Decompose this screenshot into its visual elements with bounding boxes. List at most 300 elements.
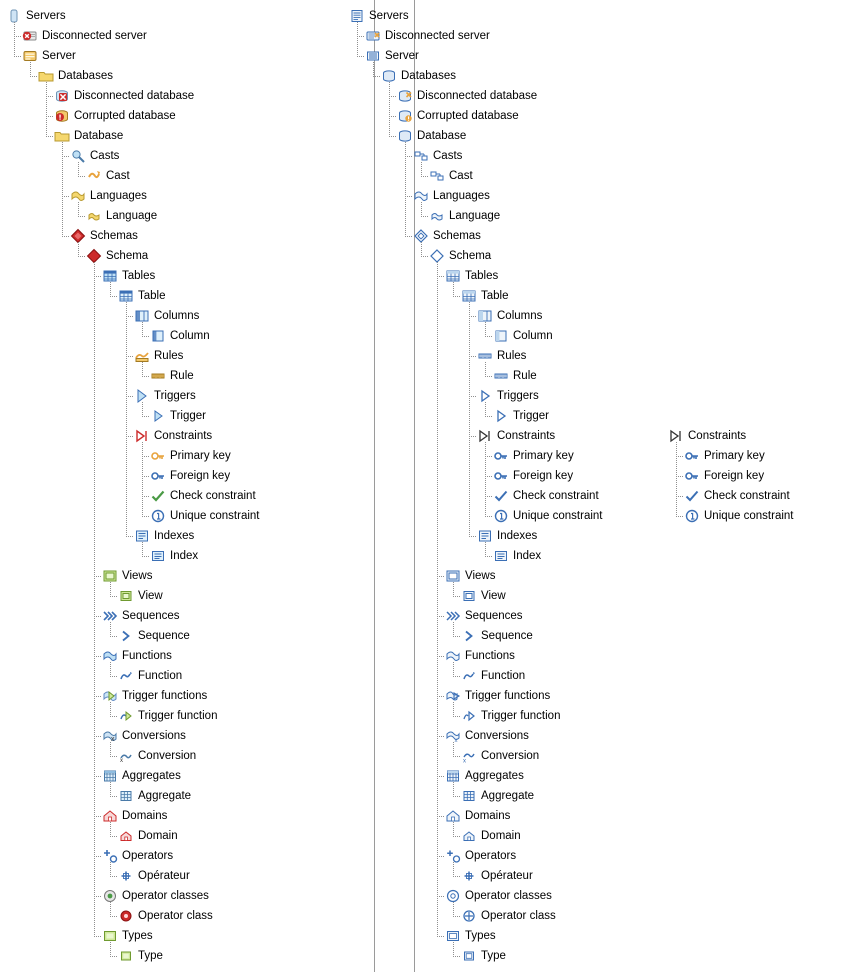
tree-connector xyxy=(142,476,150,477)
trigger-function-icon xyxy=(118,708,134,724)
tree-connector xyxy=(405,156,413,157)
tree-connector xyxy=(46,116,54,117)
trigger-function-icon xyxy=(461,708,477,724)
tree-connector xyxy=(437,896,445,897)
tree-node-label: Operators xyxy=(122,850,174,862)
tree-connector xyxy=(110,822,111,836)
tree-node-label: Server xyxy=(42,50,76,62)
tree-connector xyxy=(485,476,493,477)
tree-connector xyxy=(469,536,477,537)
tree-connector xyxy=(676,456,684,457)
tree-connector xyxy=(94,936,102,937)
cast-icon xyxy=(86,168,102,184)
tree-node-label: Language xyxy=(106,210,158,222)
tree-connector xyxy=(421,162,422,176)
tree-node-label: Constraints xyxy=(497,430,556,442)
tree-connector xyxy=(78,176,86,177)
tree-connector xyxy=(110,902,111,916)
tree-connector xyxy=(389,136,397,137)
tree-connector xyxy=(142,402,143,416)
tree-connector xyxy=(676,516,684,517)
tree-connector xyxy=(437,262,438,936)
tree-node-label: Primary key xyxy=(704,450,765,462)
tree-connector xyxy=(30,76,38,77)
foreign-key-icon xyxy=(684,468,700,484)
conversion-icon xyxy=(118,748,134,764)
tree-connector xyxy=(94,776,102,777)
tree-node-label: Functions xyxy=(122,650,172,662)
svg-text:x: x xyxy=(120,758,123,764)
tree-node-label: Rule xyxy=(513,370,537,382)
index-icon xyxy=(493,548,509,564)
tree-connector xyxy=(46,82,47,136)
language-icon xyxy=(429,208,445,224)
tree-connector xyxy=(62,196,70,197)
tree-node-label: Schemas xyxy=(90,230,138,242)
tree-node-label: Domains xyxy=(122,810,168,822)
tree-connector xyxy=(110,876,118,877)
tree-connector xyxy=(110,716,118,717)
tree-node-label: Databases xyxy=(58,70,113,82)
tree-connector xyxy=(142,416,150,417)
tree-connector xyxy=(142,362,143,376)
tree-node-label: Unique constraint xyxy=(170,510,260,522)
tree-connector xyxy=(453,662,454,676)
tree-connector xyxy=(30,62,31,76)
tree-connector xyxy=(421,216,429,217)
tree-node-label: Conversion xyxy=(138,750,197,762)
tree-node-label: Language xyxy=(449,210,501,222)
tree-connector xyxy=(373,62,374,76)
tree-node-label: Database xyxy=(417,130,467,142)
tree-connector xyxy=(453,942,454,956)
tree-node-label: Table xyxy=(138,290,166,302)
tree-connector xyxy=(110,916,118,917)
column-icon xyxy=(150,328,166,344)
tree-connector xyxy=(142,376,150,377)
corrupted-database-icon xyxy=(54,108,70,124)
tree-connector xyxy=(94,856,102,857)
tree-connector xyxy=(14,36,22,37)
tree-node-label: Servers xyxy=(26,10,66,22)
tree-node-label: Functions xyxy=(465,650,515,662)
tree-node-label: Tables xyxy=(465,270,499,282)
tree-connector xyxy=(453,862,454,876)
primary-key-icon xyxy=(150,448,166,464)
tree-node-label: View xyxy=(481,590,506,602)
tree-connector xyxy=(485,556,493,557)
conversion-icon xyxy=(461,748,477,764)
tree-connector xyxy=(469,302,470,536)
tree-node-label: Table xyxy=(481,290,509,302)
tree-connector xyxy=(110,796,118,797)
tree-connector xyxy=(453,902,454,916)
tree-connector xyxy=(437,736,445,737)
tree-node-label: Casts xyxy=(90,150,120,162)
tree-node-label: Conversions xyxy=(465,730,529,742)
tree-connector xyxy=(110,956,118,957)
tree-connector xyxy=(142,496,150,497)
check-constraint-icon xyxy=(150,488,166,504)
tree-connector xyxy=(110,636,118,637)
tree-connector xyxy=(453,716,461,717)
tree-node-label: Tables xyxy=(122,270,156,282)
tree-connector xyxy=(94,736,102,737)
tree-connector xyxy=(453,742,454,756)
tree-connector xyxy=(110,676,118,677)
tree-node-label: Conversions xyxy=(122,730,186,742)
tree-connector xyxy=(421,242,422,256)
tree-node-label: Operator classes xyxy=(465,890,552,902)
svg-text:x: x xyxy=(111,736,115,743)
tree-connector xyxy=(373,76,381,77)
tree-connector xyxy=(62,156,70,157)
tree-connector xyxy=(389,82,390,136)
tree-connector xyxy=(437,776,445,777)
tree-node-label: Indexes xyxy=(154,530,195,542)
rule-icon xyxy=(493,368,509,384)
sequence-icon xyxy=(461,628,477,644)
tree-connector xyxy=(421,176,429,177)
tree-connector xyxy=(453,282,454,296)
tree-node-label: Disconnected database xyxy=(74,90,195,102)
tree-node-label: Function xyxy=(138,670,183,682)
tree-connector xyxy=(357,56,365,57)
tree-connector xyxy=(389,116,397,117)
tree-connector xyxy=(453,876,461,877)
tree-connector xyxy=(110,582,111,596)
svg-text:x: x xyxy=(454,738,458,744)
tree-connector xyxy=(142,516,150,517)
tree-connector xyxy=(405,196,413,197)
tree-connector xyxy=(485,456,493,457)
tree-connector xyxy=(453,756,461,757)
tree-node-label: Sequences xyxy=(465,610,523,622)
operator-icon xyxy=(118,868,134,884)
primary-key-icon xyxy=(493,448,509,464)
tree-connector xyxy=(485,402,486,416)
tree-connector xyxy=(421,256,429,257)
tree-node-label: Domains xyxy=(465,810,511,822)
disconnected-database-icon xyxy=(54,88,70,104)
tree-node-label: Trigger function xyxy=(138,710,218,722)
tree-node-label: Trigger xyxy=(513,410,549,422)
tree-node-label: Operator classes xyxy=(122,890,209,902)
tree-connector xyxy=(78,202,79,216)
tree-connector xyxy=(126,316,134,317)
tree-node-label: Cast xyxy=(449,170,473,182)
tree-connector xyxy=(142,456,150,457)
tree-panel-variant-b xyxy=(343,0,673,972)
check-constraint-icon xyxy=(684,488,700,504)
tree-connector xyxy=(110,862,111,876)
tree-connector xyxy=(94,576,102,577)
tree-connector xyxy=(453,582,454,596)
sequence-icon xyxy=(118,628,134,644)
foreign-key-icon xyxy=(150,468,166,484)
tree-connector xyxy=(78,216,86,217)
tree-connector xyxy=(94,616,102,617)
tree-node-label: Primary key xyxy=(513,450,574,462)
corrupted-database-icon xyxy=(397,108,413,124)
operator-class-icon xyxy=(461,908,477,924)
tree-connector xyxy=(126,356,134,357)
tree-node-label: Check constraint xyxy=(170,490,256,502)
tree-node-label: Schema xyxy=(449,250,492,262)
tree-connector xyxy=(142,556,150,557)
language-icon xyxy=(86,208,102,224)
tree-connector xyxy=(78,242,79,256)
tree-node-label: Views xyxy=(465,570,496,582)
tree-connector xyxy=(469,316,477,317)
tree-connector xyxy=(78,162,79,176)
tree-node-label: Types xyxy=(122,930,153,942)
tree-connector xyxy=(421,202,422,216)
cast-icon xyxy=(429,168,445,184)
aggregate-icon xyxy=(118,788,134,804)
tree-connector xyxy=(453,916,461,917)
disconnected-server-icon xyxy=(365,28,381,44)
tree-node-label: Schemas xyxy=(433,230,481,242)
tree-connector xyxy=(110,702,111,716)
svg-text:x: x xyxy=(463,758,466,764)
tree-connector xyxy=(453,796,461,797)
tree-node-label: Unique constraint xyxy=(704,510,794,522)
tree-connector xyxy=(126,396,134,397)
tree-node-label: Casts xyxy=(433,150,463,162)
tree-node-label: Constraints xyxy=(688,430,747,442)
tree-connector xyxy=(676,442,677,516)
tree-node-label: Foreign key xyxy=(513,470,574,482)
tree-node-label: Trigger functions xyxy=(122,690,208,702)
tree-connector xyxy=(437,936,445,937)
tree-connector xyxy=(453,822,454,836)
tree-node-label: Operators xyxy=(465,850,517,862)
tree-node-label: Check constraint xyxy=(704,490,790,502)
tree-node-label: Types xyxy=(465,930,496,942)
disconnected-server-icon xyxy=(22,28,38,44)
tree-connector xyxy=(485,336,493,337)
tree-connector xyxy=(437,276,445,277)
tree-node-label: Aggregates xyxy=(122,770,181,782)
tree-connector xyxy=(126,436,134,437)
tree-connector xyxy=(78,256,86,257)
tree-connector xyxy=(110,782,111,796)
column-icon xyxy=(493,328,509,344)
tree-node-label: Opérateur xyxy=(481,870,533,882)
tree-node-label: Sequences xyxy=(122,610,180,622)
function-icon xyxy=(118,668,134,684)
tree-connector xyxy=(126,302,127,536)
tree-node-label: Disconnected database xyxy=(417,90,538,102)
tree-node-label: Type xyxy=(481,950,506,962)
tree-connector xyxy=(110,836,118,837)
tree-connector xyxy=(485,496,493,497)
tree-node-label: Disconnected server xyxy=(42,30,147,42)
tree-connector xyxy=(142,336,150,337)
tree-connector xyxy=(405,142,406,236)
tree-connector xyxy=(485,376,493,377)
tree-node-label: Languages xyxy=(433,190,490,202)
tree-node-label: Sequence xyxy=(138,630,190,642)
tree-connector xyxy=(485,442,486,516)
tree-node-label: Servers xyxy=(369,10,409,22)
tree-connector xyxy=(485,322,486,336)
tree-connector xyxy=(453,956,461,957)
view-icon xyxy=(461,588,477,604)
tree-connector xyxy=(453,782,454,796)
tree-node-label: Column xyxy=(170,330,210,342)
tree-node-label: Triggers xyxy=(154,390,196,402)
tree-node-label: Trigger functions xyxy=(465,690,551,702)
tree-connector xyxy=(437,696,445,697)
tree-node-label: Domain xyxy=(138,830,178,842)
tree-node-label: Function xyxy=(481,670,526,682)
tree-node-label: Column xyxy=(513,330,553,342)
tree-connector xyxy=(437,656,445,657)
tree-connector xyxy=(389,96,397,97)
tree-connector xyxy=(142,322,143,336)
tree-connector xyxy=(485,416,493,417)
tree-connector xyxy=(453,622,454,636)
tree-connector xyxy=(14,22,15,56)
tree-node-label: Foreign key xyxy=(704,470,765,482)
tree-connector xyxy=(110,942,111,956)
tree-connector xyxy=(437,856,445,857)
trigger-icon xyxy=(493,408,509,424)
tree-node-label: Rules xyxy=(154,350,184,362)
tree-connector xyxy=(469,396,477,397)
tree-connector xyxy=(453,676,461,677)
tree-connector xyxy=(110,622,111,636)
tree-node-label: Cast xyxy=(106,170,130,182)
tree-node-label: Unique constraint xyxy=(513,510,603,522)
tree-connector xyxy=(94,696,102,697)
tree-connector xyxy=(110,662,111,676)
tree-connector xyxy=(110,742,111,756)
tree-node-label: Schema xyxy=(106,250,149,262)
unique-constraint-icon xyxy=(150,508,166,524)
tree-connector xyxy=(94,656,102,657)
tree-connector xyxy=(14,56,22,57)
unique-constraint-icon xyxy=(684,508,700,524)
tree-connector xyxy=(126,536,134,537)
operator-class-icon xyxy=(118,908,134,924)
tree-connector xyxy=(676,476,684,477)
primary-key-icon xyxy=(684,448,700,464)
domain-icon xyxy=(118,828,134,844)
tree-connector xyxy=(453,702,454,716)
check-constraint-icon xyxy=(493,488,509,504)
trigger-icon xyxy=(150,408,166,424)
tree-connector xyxy=(485,516,493,517)
tree-connector xyxy=(437,576,445,577)
tree-connector xyxy=(62,236,70,237)
tree-node-label: Aggregate xyxy=(138,790,192,802)
tree-node-label: Constraints xyxy=(154,430,213,442)
tree-connector xyxy=(142,542,143,556)
tree-connector xyxy=(453,836,461,837)
tree-node-label: Triggers xyxy=(497,390,539,402)
tree-node-label: Corrupted database xyxy=(74,110,176,122)
tree-node-label: Operator class xyxy=(481,910,556,922)
tree-connector xyxy=(453,596,461,597)
operator-icon xyxy=(461,868,477,884)
tree-connector xyxy=(405,236,413,237)
index-icon xyxy=(150,548,166,564)
tree-node-label: Opérateur xyxy=(138,870,190,882)
tree-node-label: Rules xyxy=(497,350,527,362)
rule-icon xyxy=(150,368,166,384)
tree-connector xyxy=(437,816,445,817)
tree-node-label: Conversion xyxy=(481,750,540,762)
tree-connector xyxy=(676,496,684,497)
view-icon xyxy=(118,588,134,604)
tree-connector xyxy=(110,756,118,757)
type-icon xyxy=(118,948,134,964)
aggregate-icon xyxy=(461,788,477,804)
tree-connector xyxy=(94,262,95,936)
tree-connector xyxy=(357,36,365,37)
tree-connector xyxy=(46,96,54,97)
tree-node-label: Database xyxy=(74,130,124,142)
tree-connector xyxy=(46,136,54,137)
tree-node-label: Check constraint xyxy=(513,490,599,502)
tree-node-label: Indexes xyxy=(497,530,538,542)
tree-node-label: Views xyxy=(122,570,153,582)
unique-constraint-icon xyxy=(493,508,509,524)
tree-connector xyxy=(94,276,102,277)
tree-node-label: Index xyxy=(513,550,542,562)
tree-connector xyxy=(437,616,445,617)
tree-connector xyxy=(357,22,358,56)
tree-connector xyxy=(110,596,118,597)
tree-node-label: Corrupted database xyxy=(417,110,519,122)
tree-node-label: Rule xyxy=(170,370,194,382)
tree-connector xyxy=(469,436,477,437)
tree-connector xyxy=(485,542,486,556)
tree-node-label: Index xyxy=(170,550,199,562)
tree-node-label: Server xyxy=(385,50,419,62)
tree-node-label: Sequence xyxy=(481,630,533,642)
function-icon xyxy=(461,668,477,684)
tree-connector xyxy=(62,142,63,236)
disconnected-database-icon xyxy=(397,88,413,104)
tree-node-label: Aggregate xyxy=(481,790,535,802)
tree-node-label: Columns xyxy=(154,310,200,322)
tree-connector xyxy=(110,282,111,296)
tree-node-label: View xyxy=(138,590,163,602)
tree-panel-variant-a xyxy=(0,0,374,972)
foreign-key-icon xyxy=(493,468,509,484)
tree-node-label: Foreign key xyxy=(170,470,231,482)
tree-node-label: Type xyxy=(138,950,163,962)
type-icon xyxy=(461,948,477,964)
tree-connector xyxy=(485,362,486,376)
tree-node-label: Operator class xyxy=(138,910,213,922)
tree-connector xyxy=(142,442,143,516)
tree-connector xyxy=(94,896,102,897)
tree-node-label: Trigger xyxy=(170,410,206,422)
tree-node-label: Aggregates xyxy=(465,770,524,782)
tree-connector xyxy=(94,816,102,817)
tree-node-label: Disconnected server xyxy=(385,30,490,42)
tree-connector xyxy=(453,636,461,637)
tree-node-label: Columns xyxy=(497,310,543,322)
tree-connector xyxy=(453,296,461,297)
constraints-panel-variant-c xyxy=(660,420,868,972)
tree-node-label: Databases xyxy=(401,70,456,82)
